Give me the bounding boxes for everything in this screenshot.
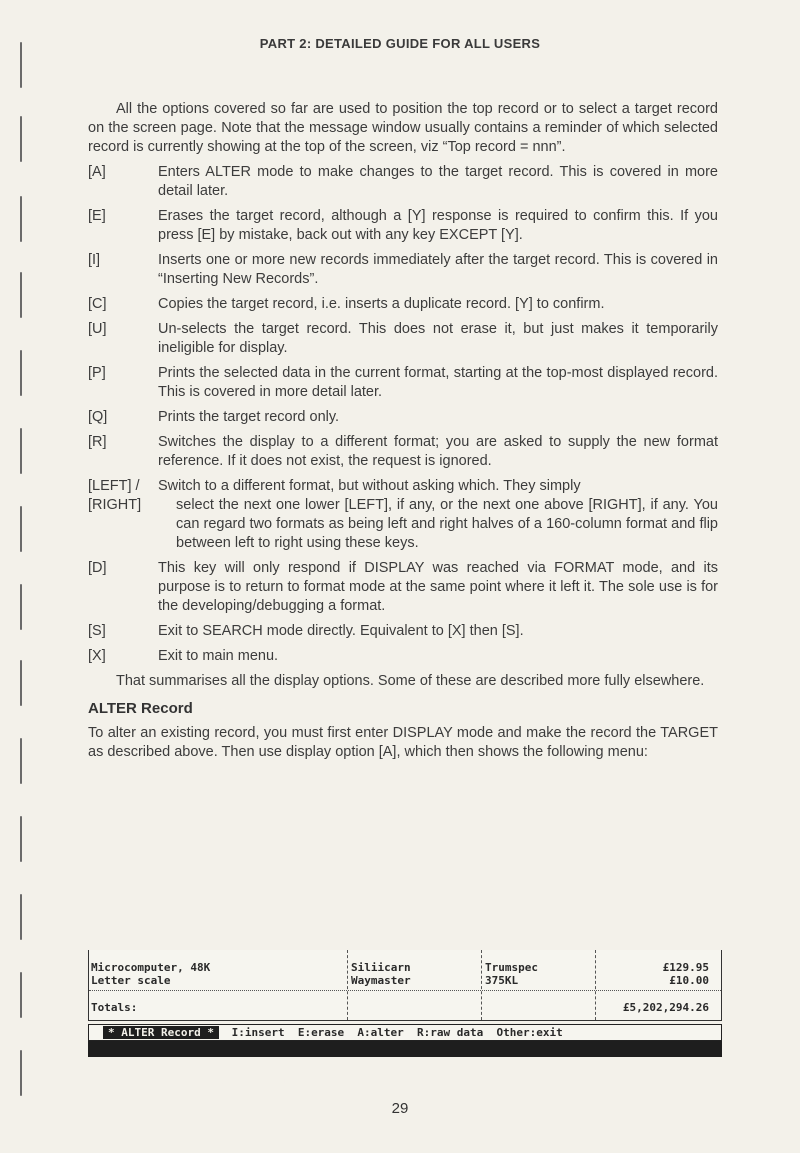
- option-left-right: [88, 477, 718, 553]
- alter-menu-options: I:insert E:erase A:alter R:raw data Other:exit: [231, 1026, 563, 1039]
- status-ram: RAM used:02K from 64K: [574, 1122, 720, 1136]
- alter-menu-line: [88, 1024, 722, 1041]
- intro-paragraph: All the options covered so far are used to position the top record or to select a target record on the screen page. Note that the message window usually contains a reminder of which selected record is currently showing at the top of the screen, viz “Top record = nnn”.: [88, 101, 718, 155]
- option-d: [D] This key will only respond if DISPLAY was reached via FORMAT mode, and its purpose is to return to format mode at the same point where it left it. The sole use is for the developing/debugging a format.: [88, 560, 718, 614]
- option-a: [A] Enters ALTER mode to make changes to the target record. This is covered in more detail later.: [88, 164, 718, 199]
- binding-marks: [0, 0, 30, 1150]
- page-number: 29: [391, 1100, 409, 1117]
- option-q: [Q] Prints the target record only.: [88, 409, 340, 425]
- option-left-right-first: Switch to a different format, but without asking which. They simply: [158, 478, 581, 494]
- option-c: [C] Copies the target record, i.e. inserts a duplicate record. [Y] to confirm.: [88, 296, 605, 312]
- page-body: [88, 100, 718, 762]
- option-list: [88, 163, 718, 666]
- option-e: [E] Erases the target record, although a [Y] response is required to confirm this. If you press [E] by mistake, back out with any key EXCEPT [Y].: [88, 208, 718, 243]
- option-i: [I] Inserts one or more new records immediately after the target record. This is covered in “Inserting New Records”.: [88, 252, 718, 287]
- status-records: Records:0016: [212, 1074, 296, 1088]
- option-r: [R] Switches the display to a different format; you are asked to supply the new format reference. If it does not exist, the request is ignored.: [88, 434, 718, 469]
- option-s: [S] Exit to SEARCH mode directly. Equivalent to [X] then [S].: [88, 623, 524, 639]
- alter-record-badge: * ALTER Record *: [103, 1026, 219, 1039]
- page-header: PART 2: DETAILED GUIDE FOR ALL USERS: [259, 36, 541, 51]
- record-grid: [88, 950, 722, 1021]
- section-title-alter-record: ALTER Record: [88, 700, 193, 717]
- option-x: [X] Exit to main menu.: [88, 648, 279, 664]
- option-u: [U] Un-selects the target record. This does not erase it, but just makes it temporarily ineligible for display.: [88, 321, 718, 356]
- option-left-right-rest: select the next one lower [LEFT], if any, or the next one above [RIGHT], if any. You can regard two formats as being left and right halves of a 160-column format and flip between left to right using these keys.: [176, 497, 718, 551]
- summary-paragraph: That summarises all the display options. Some of these are described more fully elsewhere.: [116, 673, 705, 689]
- alter-intro-paragraph: To alter an existing record, you must first enter DISPLAY mode and make the record the TARGET as described above. Then use display option [A], which then shows the following menu:: [88, 725, 718, 760]
- option-left-key: [LEFT] /: [88, 478, 140, 494]
- status-file: File: FILE2: [90, 1058, 167, 1072]
- terminal-screenshot: [88, 950, 722, 1136]
- table-row: Microcomputer, 48K Siliicarn Trumspec £129.95: [91, 961, 709, 974]
- status-parents: Parents:0000: [424, 1106, 508, 1120]
- table-row: Letter scale Waymaster 375KL £10.00: [91, 974, 709, 987]
- status-selected: Selected:0016: [310, 1090, 401, 1104]
- totals-row: Totals: £5,202,294.26: [91, 1001, 709, 1014]
- option-right-key: [RIGHT]: [88, 497, 142, 513]
- option-p: [P] Prints the selected data in the current format, starting at the top-most displayed record. This is covered in more detail later.: [88, 365, 718, 400]
